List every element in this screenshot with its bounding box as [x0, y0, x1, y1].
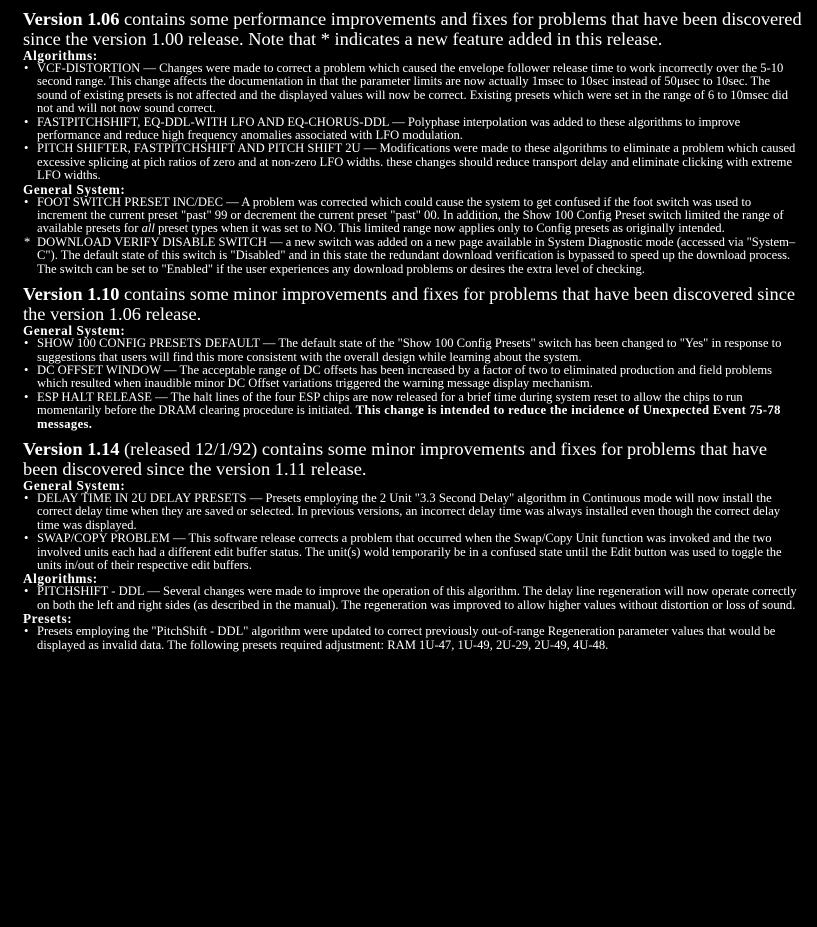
release-notes-page — [23, 9, 803, 652]
item-text: Presets employing the "PitchShift - DDL" algorithm were updated to correct previously out-of-range Regeneration parameter values that would be displayed as invalid data. The following presets required adjustment: RAM 1U-47, 1U-49, 2U-29, 2U-49, 4U-48. — [37, 624, 776, 652]
list-item — [23, 116, 803, 143]
item-text: FOOT SWITCH PRESET INC/DEC — A problem was corrected which could cause the system to get confused if the foot switch was used to increment the current preset "past" 99 or decrement the current preset "past" 00. In addition, the Show 100 Config Preset switch limited the range of available presets for — [37, 194, 784, 236]
list-item — [23, 625, 803, 652]
item-text: FASTPITCHSHIFT, EQ-DDL-WITH LFO AND EQ-CHORUS-DDL — Polyphase interpolation was added to these algorithms to improve performance and reduce high frequency anomalies associated with LFO modulation. — [37, 114, 741, 143]
bullet-marker: • — [24, 389, 29, 404]
version-description: contains some minor improvements and fixes for problems that have been discovered since the version 1.06 release. — [23, 284, 796, 325]
list-item — [23, 492, 803, 532]
list-item — [23, 337, 803, 364]
item-text: DOWNLOAD VERIFY DISABLE SWITCH — a new switch was added on a new page available in System Diagnostic mode (accessed via "System–C"). The default state of this switch is "Disabled" and in this state the redundant download verification is bypassed to speed up the download process. The switch can be set to "Enabled" if the user experiences any download problems or desires the extra level of checking. — [37, 234, 796, 276]
bullet-marker: • — [24, 531, 29, 546]
bullet-marker: • — [24, 624, 29, 639]
bullet-marker: • — [24, 362, 29, 377]
bullet-marker: • — [24, 141, 29, 156]
item-text: PITCHSHIFT - DDL — Several changes were made to improve the operation of this algorithm. The delay line regeneration will now operate correctly on both the left and right sides (as described in the manual). The regeneration was improved to allow higher values without distortion or loss of sound. — [37, 584, 797, 612]
version-1-10-heading — [23, 284, 803, 324]
list-item — [23, 391, 803, 431]
algorithms-list — [23, 585, 803, 612]
list-item — [23, 532, 803, 572]
general-system-list — [23, 196, 803, 276]
item-text: DC OFFSET WINDOW — The acceptable range of DC offsets has been increased by a factor of two to eliminated production and field problems which resulted when inaudible minor DC Offset variations triggered the warning message display mechanism. — [37, 362, 773, 391]
item-text: SHOW 100 CONFIG PRESETS DEFAULT — The default state of the "Show 100 Config Presets" switch has been changed to "Yes" in response to suggestions that users will find this more consistent with the overall design while learning about the system. — [37, 336, 782, 364]
general-system-list — [23, 492, 803, 572]
list-item — [23, 364, 803, 391]
version-label: Version 1.10 — [23, 284, 120, 305]
new-feature-marker: * — [24, 234, 31, 249]
item-text: PITCH SHIFTER, FASTPITCHSHIFT AND PITCH SHIFT 2U — Modifications were made to these algorithms to eliminate a problem which caused excessive splicing at pich ratios of zero and at non-zero LFO widths. these changes should reduce transport delay and eliminate clicking with extreme LFO widths. — [37, 141, 796, 183]
section-title-general-system: General System: — [23, 477, 126, 493]
bullet-marker: • — [24, 336, 29, 351]
section-title-algorithms: Algorithms: — [23, 48, 98, 63]
list-item — [23, 585, 803, 612]
section-title-general-system: General System: — [23, 181, 126, 197]
section-title-presets: Presets: — [23, 611, 73, 627]
item-text: ESP HALT RELEASE — The halt lines of the four ESP chips are now released for a brief time during system reset to allow the chips to run momentarily before the DRAM clearing procedure is initiated. — [37, 389, 743, 418]
algorithms-list — [23, 62, 803, 183]
presets-list — [23, 625, 803, 652]
item-text: SWAP/COPY PROBLEM — This software release corrects a problem that occurred when the Swap/Copy Unit function was invoked and the two involved units each had a different edit buffer status. The unit(s) wold temporarily be in a confused state until the Edit button was used to toggle the units in/out of their respective edit buffers. — [37, 531, 782, 572]
version-label: Version 1.06 — [23, 9, 120, 29]
version-description: (released 12/1/92) contains some minor improvements and fixes for problems that have been discovered since the version 1.11 release. — [23, 438, 767, 479]
section-title-general-system: General System: — [23, 323, 126, 339]
list-item — [23, 142, 803, 182]
item-emphasis: all — [141, 221, 155, 236]
item-text: VCF-DISTORTION — Changes were made to correct a problem which caused the envelope follower release time to work incorrectly over the 5-10 second range. This change affects the documentation in that the parameter limits are now actually 1msec to 10sec instead of 50μsec to 10sec. The sound of existing presets is not affected and the displayed values will now be correct. Existing presets which were set in the range of 6 to 10msec did not and will not now sound correct. — [37, 61, 789, 116]
bullet-marker: • — [24, 584, 29, 599]
bullet-marker: • — [24, 114, 29, 129]
bullet-marker: • — [24, 61, 29, 75]
version-1-14-heading — [23, 439, 803, 479]
bullet-marker: • — [24, 490, 29, 505]
version-description: contains some performance improvements and fixes for problems that have been discovered since the version 1.00 release. Note that * indicates a new feature added in this release. — [23, 9, 802, 49]
list-item — [23, 62, 803, 116]
version-1-06-heading — [23, 9, 803, 49]
version-label: Version 1.14 — [23, 438, 120, 459]
bullet-marker: • — [24, 194, 29, 209]
general-system-list — [23, 337, 803, 431]
section-title-algorithms: Algorithms: — [23, 571, 98, 587]
list-item — [23, 196, 803, 236]
item-text: DELAY TIME IN 2U DELAY PRESETS — Presets employing the 2 Unit "3.3 Second Delay" algorithm in Continuous mode will now install the correct delay time when they are saved or selected. In previous versions, an incorrect delay time was always installed even though the correct delay time was displayed. — [37, 490, 781, 532]
list-item — [23, 236, 803, 276]
item-text-continued: preset types when it was set to NO. This limited range now applies only to Config presets as originally intended. — [154, 221, 725, 236]
item-bold-note: This change is intended to reduce the incidence of Unexpected Event 75-78 messages. — [37, 403, 781, 431]
